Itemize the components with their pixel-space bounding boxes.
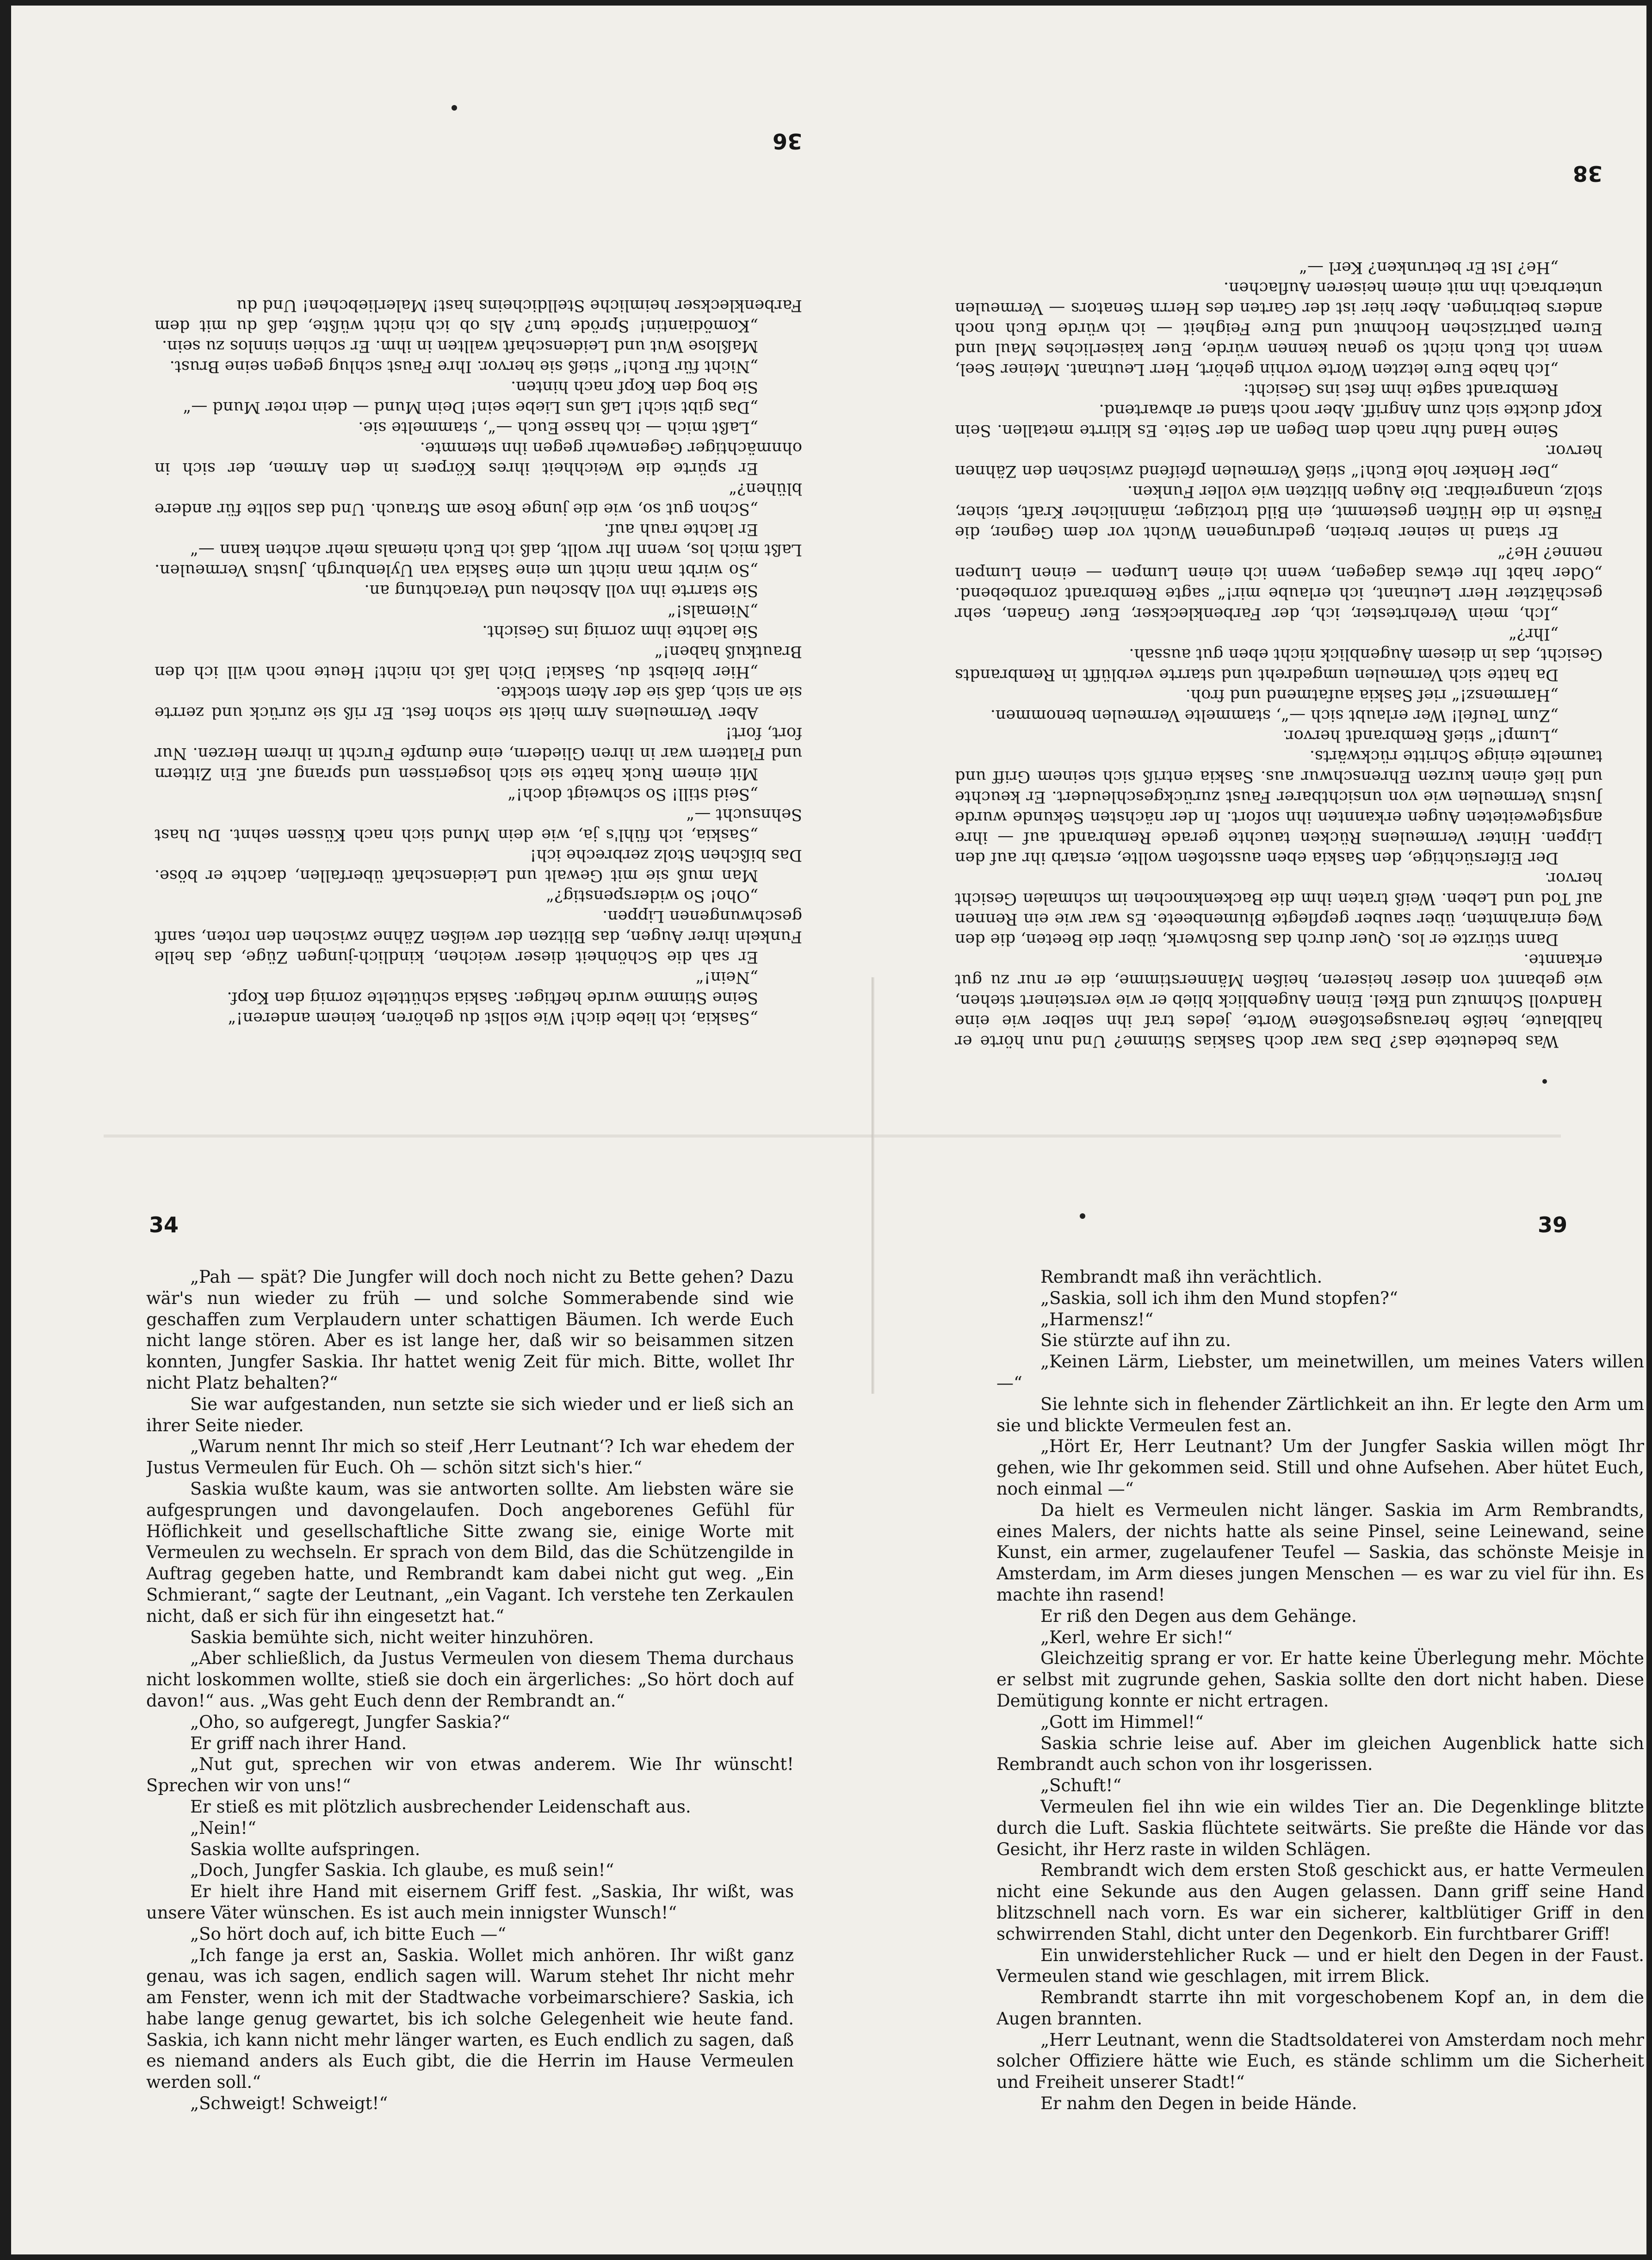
paragraph: „Doch, Jungfer Saskia. Ich glaube, es muß sein!“ — [190, 1860, 614, 1881]
paragraph: Sie lehnte sich in flehender Zärtlichkeit an ihn. Er legte den Arm um sie und blickte Vermeulen fest an. — [996, 1394, 1644, 1435]
paragraph: „Das gibt sich! Laß uns Liebe sein! Dein Mund — dein roter Mund —“ — [183, 398, 758, 416]
paragraph: „Herr Leutnant, wenn die Stadtsoldaterei von Amsterdam noch mehr solcher Offiziere hätte wie Euch, es stände schlimm um die Sicherheit und Freiheit unserer Stadt!“ — [996, 2030, 1644, 2092]
paragraph: „Zum Teufel! Wer erlaubt sich —“, stammelte Vermeulen benommen. — [990, 706, 1559, 725]
ink-dot — [452, 105, 457, 111]
upside-down-column-left — [155, 163, 802, 1028]
paragraph: Sie lachte ihm zornig ins Gesicht. — [482, 622, 758, 640]
paragraph: „Saskia, soll ich ihm den Mund stopfen?“ — [1040, 1288, 1398, 1308]
paragraph: Sie starrte ihn voll Abscheu und Verachtung an. — [364, 581, 758, 600]
paragraph: „Komödiantin! Spröde tun? Als ob ich nicht wüßte, daß du mit dem Farbenkleckser heimliche Stelldicheins hast! Malerliebchen! Und du — [155, 296, 802, 335]
paragraph: Er sah die Schönheit dieser weichen, kindlich-jungen Züge, das helle Funkeln ihrer Augen, das Blitzen der weißen Zähne zwischen den roten, sanft geschwungenen Lippen. — [155, 907, 802, 966]
paragraph: Er riß den Degen aus dem Gehänge. — [1040, 1606, 1357, 1626]
page-number: 38 — [1572, 161, 1603, 186]
paragraph: Aber Vermeulens Arm hielt sie schon fest. Er riß sie zurück und zerrte sie an sich, daß sie der Atem stockte. — [155, 683, 802, 722]
paragraph: Er stand in seiner breiten, gedrungenen Wucht vor dem Gegner, die Fäuste in die Hüften gestemmt, ein Bild trotziger, männlicher Kraft, sicher, stolz, unangreifbar. Die Augen blitzten wie voller Funken. — [955, 482, 1603, 541]
paragraph: Seine Stimme wurde heftiger. Saskia schüttelte zornig den Kopf. — [227, 988, 758, 1007]
paragraph: „So hört doch auf, ich bitte Euch —“ — [190, 1924, 507, 1944]
ink-dot — [1080, 1213, 1085, 1219]
paragraph: „Keinen Lärm, Liebster, um meinetwillen, um meines Vaters willen —“ — [996, 1352, 1644, 1393]
paragraph: „Saskia, ich fühl's ja, wie dein Mund sich nach Küssen sehnt. Du hast Sehnsucht —“ — [155, 805, 802, 844]
page-39-column — [996, 1267, 1644, 2127]
paragraph: „Ich, mein Verehrtester, ich, der Farbenkleckser, Euer Gnaden, sehr geschätzter Herr Leutnant, ich erlaube mir!“ sagte Rembrandt zornbebend. „Oder habt Ihr etwas dagegen, wenn ich einen Lumpen — einen Lumpen nenne? He?“ — [955, 543, 1603, 623]
paragraph: „Nein!“ — [695, 968, 758, 987]
paragraph: Da hielt es Vermeulen nicht länger. Saskia im Arm Rembrandts, eines Malers, der nichts hatte als seine Pinsel, seine Leinewand, seine Kunst, ein armer, zugelaufener Teufel — Saskia, das schönste Meisje in Amsterdam, im Arm dieses jungen Menschen — es war zu viel für ihn. Es machte ihn rasend! — [996, 1500, 1644, 1605]
paragraph: Ein unwiderstehlicher Ruck — und er hielt den Degen in der Faust. Vermeulen stand wie geschlagen, mit irrem Blick. — [996, 1945, 1644, 1987]
ink-dot — [1542, 1079, 1547, 1084]
paragraph: „Harmensz!“ rief Saskia aufatmend und froh. — [1185, 686, 1559, 704]
vertical-fold-crease — [872, 977, 874, 1394]
paragraph: Er hielt ihre Hand mit eisernem Griff fest. „Saskia, Ihr wißt, was unsere Väter wünschen. Es ist auch mein innigster Wunsch!“ — [146, 1881, 794, 1923]
paragraph: „So wirbt man nicht um eine Saskia van Uylenburgh, Justus Vermeulen. Laßt mich los, wenn Ihr wollt, daß ich Euch niemals mehr achten kann —“ — [155, 540, 802, 579]
page-number: 39 — [1538, 1212, 1568, 1237]
paragraph: „Oho, so aufgeregt, Jungfer Saskia?“ — [190, 1712, 510, 1732]
paragraph: „Oho! So widerspenstig?“ — [546, 887, 758, 905]
paragraph: Vermeulen fiel ihn wie ein wildes Tier an. Die Degenklinge blitzte durch die Luft. Saskia flüchtete seitwärts. Sie preßte die Hände vor das Gesicht, ihr Herz raste in wilden Schlägen. — [996, 1796, 1644, 1859]
paragraph: „Aber schließlich, da Justus Vermeulen von diesem Thema durchaus nicht loskommen wollte, stieß sie doch ein ärgerliches: „So hört doch auf davon!“ aus. „Was geht Euch denn der Rembrandt an.“ — [146, 1648, 794, 1711]
paragraph: „Der Henker hole Euch!“ stieß Vermeulen pfeifend zwischen den Zähnen hervor. — [955, 441, 1603, 480]
horizontal-fold-line — [104, 1135, 1561, 1137]
paragraph: Sie bog den Kopf nach hinten. — [511, 378, 758, 396]
paragraph: Er lachte rauh auf. — [604, 520, 758, 539]
paragraph: „Lump!“ stieß Rembrandt hervor. — [1282, 726, 1559, 745]
paragraph: Saskia wollte aufspringen. — [190, 1839, 421, 1859]
paragraph: Er stieß es mit plötzlich ausbrechender Leidenschaft aus. — [190, 1796, 691, 1817]
paragraph: Saskia bemühte sich, nicht weiter hinzuhören. — [190, 1627, 594, 1647]
page-34-column — [146, 1267, 794, 2127]
paragraph: „Kerl, wehre Er sich!“ — [1040, 1627, 1233, 1647]
paragraph: „He? Ist Er betrunken? Kerl —“ — [1299, 258, 1559, 277]
paragraph: Rembrandt wich dem ersten Stoß geschickt aus, er hatte Vermeulen nicht eine Sekunde aus den Augen gelassen. Dann griff seine Hand blitzschnell nach vorn. Es war ein sicherer, kaltblütiger Griff in den schwirrenden Stahl, dicht unter den Degenkorb. Ein furchtbarer Griff! — [996, 1860, 1644, 1944]
paragraph: „Seid still! So schweigt doch!“ — [507, 785, 758, 803]
paragraph: „Harmensz!“ — [1040, 1309, 1154, 1329]
paragraph: „Ich habe Eure letzten Worte vorhin gehört, Herr Leutnant. Meiner Seel, wenn ich Euch nicht so genau kennen würde, Euer kaiserliches Maul und Euren patrizischen Hochmut und Eure Feigheit — ich würde Euch noch anders beibringen. Aber hier ist der Garten des Herrn Senators — Vermeulen unterbrach ihn mit einem heiseren Auflachen. — [955, 279, 1603, 379]
paragraph: „Ihr?“ — [1509, 625, 1559, 643]
paragraph: „Nicht für Euch!“ stieß sie hervor. Ihre Faust schlug gegen seine Brust. — [169, 357, 758, 376]
paragraph: Sie war aufgestanden, nun setzte sie sich wieder und er ließ sich an ihrer Seite nieder. — [146, 1394, 794, 1435]
paragraph: Dann stürzte er los. Quer durch das Buschwerk, über die Beeten, die den Weg einrahmten, über sauber gepflegte Blumenbeete. Es war wie ein Rennen auf Tod und Leben. Weiß traten ihm die Backenknochen im schmalen Gesicht hervor. — [955, 869, 1603, 949]
paragraph: Da hatte sich Vermeulen umgedreht und starrte verblüfft in Rembrandts Gesicht, das in diesem Augenblick nicht eben gut aussah. — [955, 645, 1603, 684]
paragraph: „Nut gut, sprechen wir von etwas anderem. Wie Ihr wünscht! Sprechen wir von uns!“ — [146, 1754, 794, 1796]
paragraph: Der Eifersüchtige, den Saskia eben ausstoßen wollte, erstarb ihr auf den Lippen. Hinter Vermeulens Rücken tauchte gerade Rembrandt auf — ihre angstgeweiteten Augen erkannten ihn sofort. In der nächsten Sekunde wurde Justus Vermeulen wie von unsichtbarer Faust zurückgeschleudert. Er keuchte und ließ einen kurzen Ehrenschwur aus. Saskia entriß sich seinem Griff und taumelte einige Schritte rückwärts. — [955, 747, 1603, 867]
paragraph: Rembrandt maß ihn verächtlich. — [1040, 1267, 1323, 1287]
page-38-upside-down — [955, 154, 1603, 1051]
paragraph: „Gott im Himmel!“ — [1040, 1712, 1204, 1732]
paragraph: „Nein!“ — [190, 1818, 256, 1838]
page-number: 34 — [149, 1212, 179, 1237]
paragraph: Er nahm den Degen in beide Hände. — [1040, 2093, 1357, 2114]
paragraph: „Hier bleibst du, Saskia! Dich laß ich nicht! Heute noch will ich den Brautkuß haben!“ — [155, 642, 802, 681]
paragraph: „Hört Er, Herr Leutnant? Um der Jungfer Saskia willen mögt Ihr gehen, wie Ihr gekommen seid. Still und ohne Aufsehen. Aber hütet Euch, noch einmal —“ — [996, 1436, 1644, 1499]
paragraph: „Schuft!“ — [1040, 1776, 1122, 1796]
paragraph: Rembrandt starrte ihn mit vorgeschobenem Kopf an, in dem die Augen brannten. — [996, 1987, 1644, 2029]
page-number: 36 — [772, 129, 802, 154]
paragraph: „Pah — spät? Die Jungfer will doch noch nicht zu Bette gehen? Dazu wär's nun wieder zu früh — und solche Sommerabende sind wie geschaffen zum Verplaudern unter schattigen Bäumen. Ich werde Euch nicht lange stören. Aber es ist lange her, daß wir so beisammen sitzen konnten, Jungfer Saskia. Ihr hattet wenig Zeit für mich. Bitte, wollet Ihr nicht Platz behalten?“ — [146, 1267, 794, 1393]
paragraph: „Niemals!“ — [668, 602, 758, 620]
page-36-upside-down — [155, 121, 802, 1028]
paragraph: Saskia wußte kaum, was sie antworten sollte. Am liebsten wäre sie aufgesprungen und davongelaufen. Doch angeborenes Gefühl für Höflichkeit und gesellschaftliche Sitte zwang sie, einige Worte mit Vermeulen zu wechseln. Er sprach von dem Bild, das die Schützengilde in Auftrag gegeben hatte, und Rembrandt kam dabei nicht gut weg. „Ein Schmierant,“ sagte der Leutnant, „ein Vagant. Ich verstehe ten Zerkaulen nicht, daß er sich für ihn eingesetzt hat.“ — [146, 1478, 794, 1626]
paragraph: „Schweigt! Schweigt!“ — [190, 2093, 388, 2114]
paragraph: Gleichzeitig sprang er vor. Er hatte keine Überlegung mehr. Möchte er selbst mit zugrunde gehen, Saskia sollte den dort nicht haben. Diese Demütigung konnte er nicht ertragen. — [996, 1648, 1644, 1711]
paragraph: Maßlose Wut und Leidenschaft wallten in ihm. Er schien sinnlos zu sein. — [162, 337, 758, 355]
upside-down-column-right — [955, 195, 1603, 1051]
paragraph: „Saskia, ich liebe dich! Wie sollst du gehören, keinem anderen!“ — [228, 1009, 758, 1027]
newspaper-sheet — [11, 6, 1646, 2254]
paragraph: „Ich fange ja erst an, Saskia. Wollet mich anhören. Ihr wißt ganz genau, was ich sagen, endlich sagen will. Warum stehet Ihr nicht mehr am Fenster, wenn ich mit der Stadtwache vorbeimarschiere? Saskia, ich habe lange genug gewartet, bis ich solche Gelegenheit wie heute fand. Saskia, ich kann nicht mehr länger warten, es Euch endlich zu sagen, daß es niemand anders als Euch gibt, die die Herrin im Hause Vermeulen werden soll.“ — [146, 1945, 794, 2092]
paragraph: Was bedeutete das? Das war doch Saskias Stimme? Und nun hörte er halblaute, heiße herausgestoßene Worte, jedes traf ihn selber wie eine Handvoll Schmutz und Ekel. Einen Augenblick blieb er wie versteinert stehen, wie gebannt von dieser heiseren, heißen Männerstimme, die er nur zu gut erkannte. — [955, 950, 1603, 1050]
paragraph: Er griff nach ihrer Hand. — [190, 1733, 407, 1753]
paragraph: Man muß sie mit Gewalt und Leidenschaft überfallen, dachte er böse. Das bißchen Stolz zerbreche ich! — [155, 846, 802, 885]
paragraph: Rembrandt sagte ihm fest ins Gesicht: — [1243, 380, 1559, 399]
paragraph: „Warum nennt Ihr mich so steif ‚Herr Leutnant‘? Ich war ehedem der Justus Vermeulen für Euch. Oh — schön sitzt sich's hier.“ — [146, 1436, 794, 1478]
paragraph: Seine Hand fuhr nach dem Degen an der Seite. Es klirrte metallen. Sein Kopf duckte sich zum Angriff. Aber noch stand er abwartend. — [955, 401, 1603, 440]
paragraph: Er spürte die Weichheit ihres Körpers in den Armen, der sich in ohnmächtiger Gegenwehr gegen ihn stemmte. — [155, 439, 802, 478]
paragraph: „Laßt mich — ich hasse Euch —“, stammelte sie. — [358, 418, 758, 437]
paragraph: Sie stürzte auf ihn zu. — [1040, 1330, 1231, 1351]
paragraph: Mit einem Ruck hatte sie sich losgerissen und sprang auf. Ein Zittern und Flattern war in ihren Gliedern, eine dumpfe Furcht in ihrem Herzen. Nur fort, fort! — [155, 724, 802, 783]
paragraph: „Schon gut so, wie die junge Rose am Strauch. Und das sollte für andere blühen?“ — [155, 479, 802, 518]
paragraph: Saskia schrie leise auf. Aber im gleichen Augenblick hatte sich Rembrandt auch schon von ihr losgerissen. — [996, 1733, 1644, 1775]
